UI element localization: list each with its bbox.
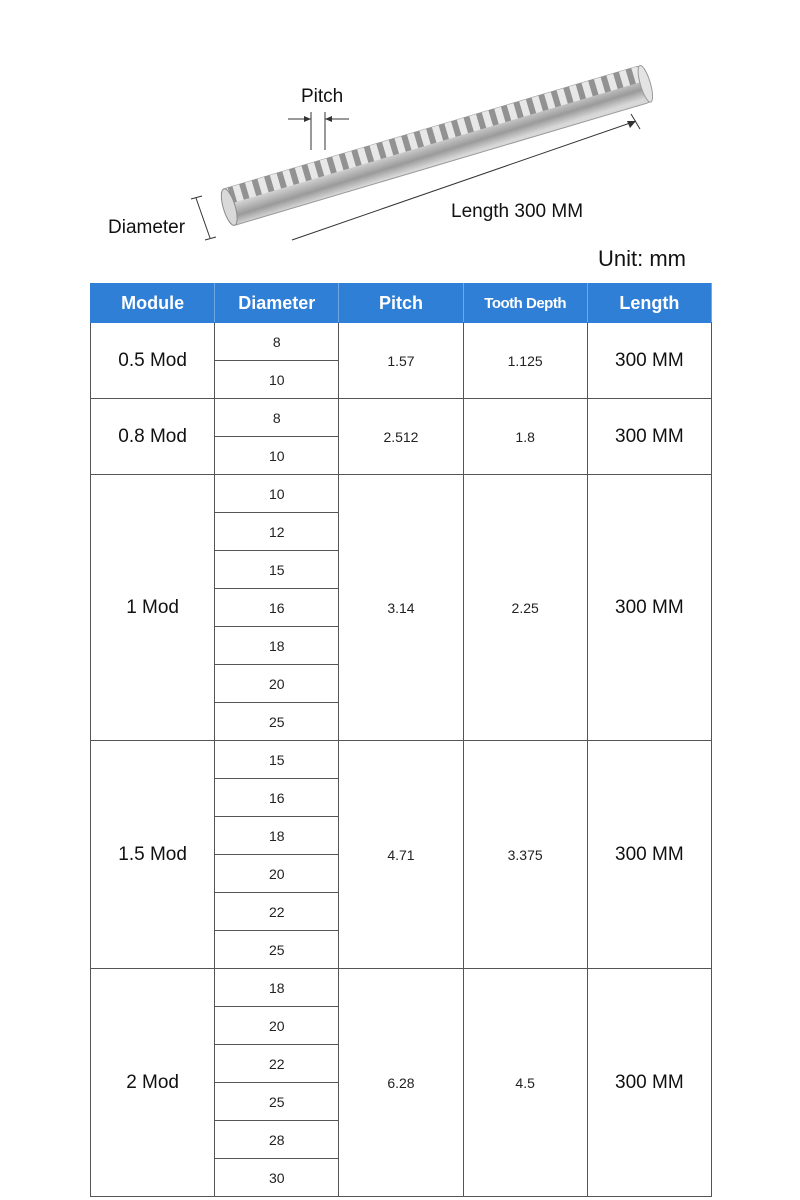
diameter-cell: 25 bbox=[215, 931, 339, 969]
module-cell: 2 Mod bbox=[91, 969, 215, 1197]
length-cell: 300 MM bbox=[587, 399, 711, 475]
pitch-cell: 6.28 bbox=[339, 969, 463, 1197]
diameter-cell: 18 bbox=[215, 627, 339, 665]
diameter-cell: 20 bbox=[215, 665, 339, 703]
table-row bbox=[91, 399, 712, 437]
diameter-cell: 18 bbox=[215, 817, 339, 855]
spec-table bbox=[90, 283, 712, 1197]
diameter-cell: 22 bbox=[215, 893, 339, 931]
diameter-cell: 16 bbox=[215, 779, 339, 817]
table-row bbox=[91, 741, 712, 779]
module-cell: 1 Mod bbox=[91, 475, 215, 741]
table-row bbox=[91, 969, 712, 1007]
unit-label: Unit: mm bbox=[598, 246, 686, 271]
length-cell: 300 MM bbox=[587, 323, 711, 399]
table-body bbox=[91, 323, 712, 1197]
length-cell: 300 MM bbox=[587, 741, 711, 969]
pitch-cell: 2.512 bbox=[339, 399, 463, 475]
table-row bbox=[91, 323, 712, 361]
table-row bbox=[91, 475, 712, 513]
tooth-depth-cell: 1.125 bbox=[463, 323, 587, 399]
header-module: Module bbox=[91, 284, 215, 323]
header-length: Length bbox=[587, 284, 711, 323]
diameter-cell: 8 bbox=[215, 323, 339, 361]
diameter-cell: 28 bbox=[215, 1121, 339, 1159]
diameter-cell: 10 bbox=[215, 475, 339, 513]
diameter-cell: 10 bbox=[215, 437, 339, 475]
module-cell: 0.5 Mod bbox=[91, 323, 215, 399]
diameter-cell: 16 bbox=[215, 589, 339, 627]
diameter-cell: 12 bbox=[215, 513, 339, 551]
diameter-cell: 15 bbox=[215, 551, 339, 589]
table-header-row bbox=[91, 284, 712, 323]
diameter-cell: 18 bbox=[215, 969, 339, 1007]
gear-rack-diagram bbox=[0, 0, 800, 280]
diameter-cell: 10 bbox=[215, 361, 339, 399]
module-cell: 0.8 Mod bbox=[91, 399, 215, 475]
diameter-cell: 8 bbox=[215, 399, 339, 437]
tooth-depth-cell: 3.375 bbox=[463, 741, 587, 969]
tooth-depth-cell: 4.5 bbox=[463, 969, 587, 1197]
length-label: Length 300 MM bbox=[451, 201, 584, 222]
pitch-label: Pitch bbox=[301, 86, 344, 107]
tooth-depth-cell: 1.8 bbox=[463, 399, 587, 475]
diameter-cell: 20 bbox=[215, 855, 339, 893]
diameter-cell: 22 bbox=[215, 1045, 339, 1083]
diameter-cell: 15 bbox=[215, 741, 339, 779]
length-cell: 300 MM bbox=[587, 475, 711, 741]
spec-table-container bbox=[90, 283, 712, 1197]
diameter-label: Diameter bbox=[108, 217, 186, 238]
header-tooth-depth: Tooth Depth bbox=[463, 284, 587, 323]
length-cell: 300 MM bbox=[587, 969, 711, 1197]
module-cell: 1.5 Mod bbox=[91, 741, 215, 969]
pitch-cell: 4.71 bbox=[339, 741, 463, 969]
pitch-cell: 3.14 bbox=[339, 475, 463, 741]
diameter-cell: 25 bbox=[215, 1083, 339, 1121]
header-diameter: Diameter bbox=[215, 284, 339, 323]
diameter-cell: 25 bbox=[215, 703, 339, 741]
pitch-cell: 1.57 bbox=[339, 323, 463, 399]
diameter-cell: 20 bbox=[215, 1007, 339, 1045]
diameter-cell: 30 bbox=[215, 1159, 339, 1197]
header-pitch: Pitch bbox=[339, 284, 463, 323]
tooth-depth-cell: 2.25 bbox=[463, 475, 587, 741]
